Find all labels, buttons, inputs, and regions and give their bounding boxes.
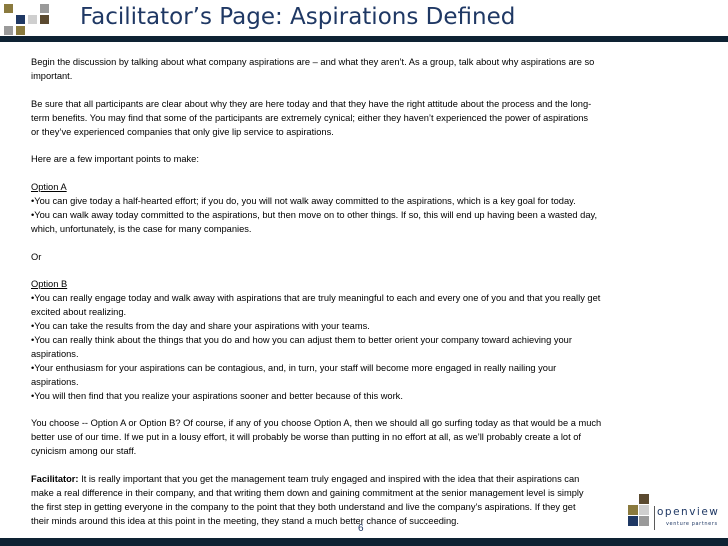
bullet-line: which, unfortunately, is the case for many companies. [31,223,252,234]
option-b-heading: Option B [31,279,68,290]
text-line: cynicism among our staff. [31,446,137,457]
text-line: Here are a few important points to make: [31,154,199,165]
logo-square [628,505,638,515]
bullet-line: •You can walk away today committed to the aspirations, but then move on to other things. If so, this will end up having been a wasted day, [31,209,598,220]
brand-divider [654,506,655,530]
slide-body [31,56,667,543]
text-line: make a real difference in their company, and that writing them down and gaining commitment at the senior management level is simply [31,487,584,498]
or-separator [31,251,667,265]
option-b-block [31,278,667,403]
logo-square [28,15,37,24]
bullet-line: •You can give today a half-hearted effort; if you do, you will not walk away committed to the aspirations, which is a key goal for today. [31,196,576,207]
page-number: 6 [358,523,364,534]
bullet-line: aspirations. [31,376,79,387]
title-divider-bar [0,36,728,42]
logo-square [4,4,13,13]
logo-square [40,4,49,13]
logo-square [639,505,649,515]
facilitator-first-line: It is really important that you get the management team truly engaged and inspired with the idea that their aspirations can [78,474,580,485]
text-line: the first step in getting everyone in the company to the point that they both understand and live the company’s aspirations. If they get [31,501,576,512]
text-line: or they’ve experienced companies that only give lip service to aspirations. [31,126,334,137]
bullet-line: •You will then find that you realize your aspirations sooner and better because of this work. [31,390,403,401]
text-line: important. [31,70,73,81]
bullet-line: •Your enthusiasm for your aspirations can be contagious, and, in turn, your staff will become more engaged in really nailing your [31,362,557,373]
facilitator-paragraph [31,473,667,529]
text-line: better use of our time. If we put in a lousy effort, it will probably be worse than putting in no effort at all, as we’ll probably create a lot of [31,432,582,443]
logo-square [639,494,649,504]
text-line: Be sure that all participants are clear about why they are here today and that they have the right attitude about the process and the long- [31,98,592,109]
logo-square [4,26,13,35]
logo-square [16,15,25,24]
slide-logo-squares [4,4,64,36]
bullet-line: •You can really think about the things that you do and how you can adjust them to better orient your company toward achieving your [31,335,572,346]
text-line [31,473,667,487]
text-line: their minds around this idea at this point in the meeting, they stand a much better chance of succeeding. [31,515,459,526]
text-line: term benefits. You may find that some of the participants are extremely cynical; either they haven’t experienced the power of aspirations [31,112,589,123]
brand-tagline: venture partners [666,521,718,527]
choice-paragraph [31,417,667,459]
option-a-block [31,181,667,237]
logo-square [16,26,25,35]
footer-bar [0,538,728,546]
logo-square [628,516,638,526]
text-line: You choose -- Option A or Option B? Of course, if any of you choose Option A, then we should all go surfing today as that would be a much [31,418,602,429]
text-line: Or [31,251,42,262]
bullet-line: excited about realizing. [31,307,127,318]
option-a-heading: Option A [31,182,67,193]
bullet-line: aspirations. [31,348,79,359]
facilitator-label: Facilitator: [31,474,79,485]
slide-title: Facilitator’s Page: Aspirations Defined [80,4,516,30]
brand-name: openview [657,506,720,518]
bullet-line: •You can take the results from the day and share your aspirations with your teams. [31,321,370,332]
points-intro [31,153,667,167]
text-line: Begin the discussion by talking about what company aspirations are – and what they aren’t. As a group, talk about why aspirations are so [31,57,595,67]
bullet-line: •You can really engage today and walk away with aspirations that are truly meaningful to each and every one of you and that you really get [31,293,601,304]
brand-logo [628,494,726,538]
intro-paragraph [31,56,667,84]
clarity-paragraph [31,98,667,140]
logo-square [639,516,649,526]
logo-square [40,15,49,24]
